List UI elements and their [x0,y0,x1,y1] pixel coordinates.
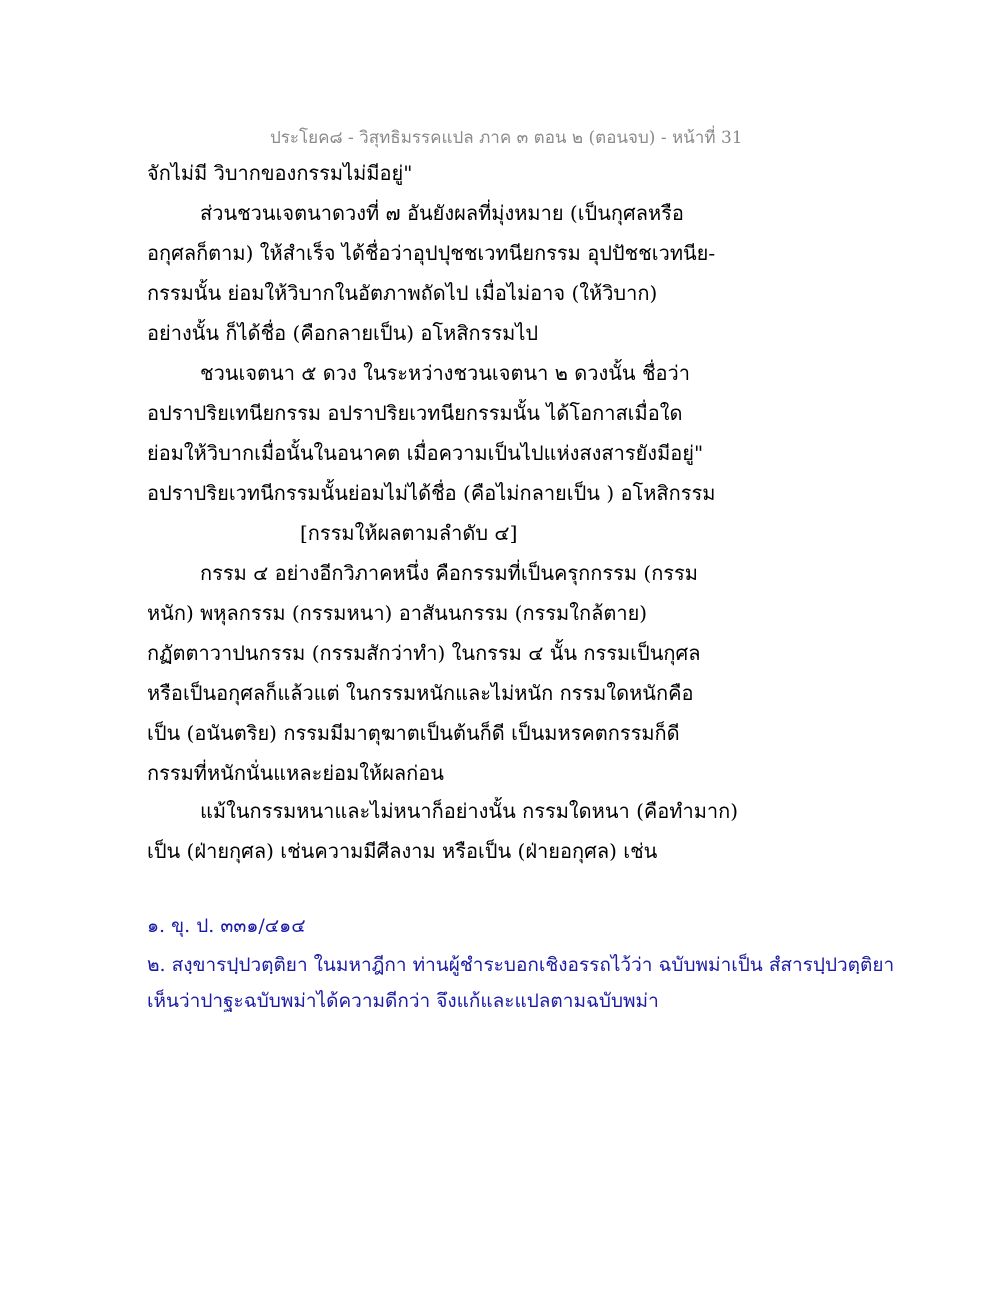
body-line: หรือเป็นอกุศลก็แล้วแต่ ในกรรมหนักและไม่หนัก กรรมใดหนักคือ [147,681,694,705]
body-line: เป็น (อนันตริย) กรรมมีมาตุฆาตเป็นต้นก็ดี เป็นมหรคตกรรมก็ดี [147,721,680,745]
section-heading: [กรรมให้ผลตามลำดับ ๔] [300,521,518,545]
footnote: ๑. ขุ. ป. ๓๓๑/๔๑๔ [147,915,306,937]
body-line: เป็น (ฝ่ายกุศล) เช่นความมีศีลงาม หรือเป็น (ฝ่ายอกุศล) เช่น [147,839,658,863]
body-line: จักไม่มี วิบากของกรรมไม่มีอยู่" [147,161,413,185]
body-line: กรรมนั้น ย่อมให้วิบากในอัตภาพถัดไป เมื่อไม่อาจ (ให้วิบาก) [147,281,658,305]
body-line: กฏัตตาวาปนกรรม (กรรมสักว่าทำ) ในกรรม ๔ นั้น กรรมเป็นกุศล [147,641,701,665]
body-line: ย่อมให้วิบากเมื่อนั้นในอนาคต เมื่อความเป็นไปแห่งสงสารยังมีอยู่" [147,441,704,465]
body-line: อกุศลก็ตาม) ให้สำเร็จ ได้ชื่อว่าอุปปุชชเวทนียกรรม อุปปัชชเวทนีย- [147,241,716,265]
footnote: ๒. สงฺขารปฺปวตฺติยา ในมหาฎีกา ท่านผู้ชำระบอกเชิงอรรถไว้ว่า ฉบับพม่าเป็น สํสารปฺปวตฺติยา [147,954,895,976]
body-line: ส่วนชวนเจตนาดวงที่ ๗ อันยังผลที่มุ่งหมาย (เป็นกุศลหรือ [200,201,684,225]
body-line: อย่างนั้น ก็ได้ชื่อ (คือกลายเป็น) อโหสิกรรมไป [147,321,539,345]
footnote: เห็นว่าปาฐะฉบับพม่าได้ความดีกว่า จึงแก้และแปลตามฉบับพม่า [147,990,659,1012]
body-line: อปราปริยเวทนีกรรมนั้นย่อมไม่ได้ชื่อ (คือไม่กลายเป็น ) อโหสิกรรม [147,481,716,505]
body-line: กรรมที่หนักนั่นแหละย่อมให้ผลก่อน [147,761,444,785]
body-line: อปราปริยเทนียกรรม อปราปริยเวทนียกรรมนั้น ได้โอกาสเมื่อใด [147,401,683,425]
body-line: ชวนเจตนา ๕ ดวง ในระหว่างชวนเจตนา ๒ ดวงนั้น ชื่อว่า [200,361,690,385]
page-header: ประโยค๘ - วิสุทธิมรรคแปล ภาค ๓ ตอน ๒ (ตอนจบ) - หน้าที่ 31 [270,128,743,148]
body-line: หนัก) พหุลกรรม (กรรมหนา) อาสันนกรรม (กรรมใกล้ตาย) [147,601,648,625]
body-line: แม้ในกรรมหนาและไม่หนาก็อย่างนั้น กรรมใดหนา (คือทำมาก) [200,799,739,823]
body-line: กรรม ๔ อย่างอีกวิภาคหนึ่ง คือกรรมที่เป็นครุกกรรม (กรรม [200,561,698,585]
